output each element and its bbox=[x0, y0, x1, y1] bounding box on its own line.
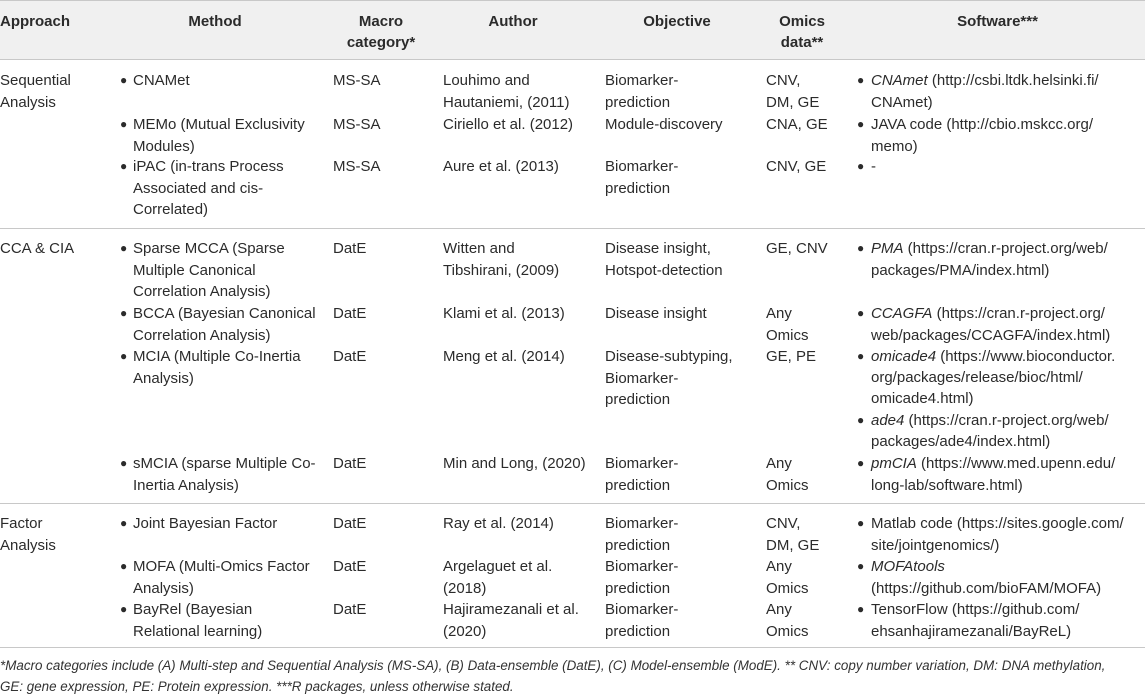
bullet-icon: ● bbox=[857, 456, 865, 470]
author-citation: Min and Long, (2020) bbox=[443, 455, 586, 472]
omics-data: CNV, GE bbox=[766, 158, 827, 175]
method-name: BayRel (Bayesian bbox=[133, 601, 253, 618]
bullet-icon: ● bbox=[857, 559, 865, 573]
software-url: JAVA code (http://cbio.mskcc.org/ bbox=[871, 116, 1094, 133]
omics-data: DM, GE bbox=[766, 536, 820, 554]
software-url: (https://www.med.upenn.edu/ bbox=[916, 455, 1116, 472]
objective-text: prediction bbox=[605, 536, 671, 554]
method-name: Relational learning) bbox=[133, 622, 263, 640]
software-entry bbox=[871, 431, 1050, 453]
method-name: CNAMet bbox=[133, 72, 190, 89]
objective-text: Biomarker- bbox=[605, 158, 679, 175]
macro-category: DatE bbox=[333, 601, 367, 618]
bullet-icon: ● bbox=[857, 602, 865, 616]
objective-text: Biomarker- bbox=[605, 558, 679, 575]
objective-text: Biomarker- bbox=[605, 515, 679, 532]
bullet-icon: ● bbox=[857, 413, 865, 427]
bullet-icon: ● bbox=[857, 349, 865, 363]
bullet-icon: ● bbox=[120, 559, 128, 573]
objective-text: Disease insight bbox=[605, 305, 707, 322]
software-url: TensorFlow (https://github.com/ bbox=[871, 601, 1080, 618]
author-citation: Meng et al. (2014) bbox=[443, 348, 565, 365]
method-name: MEMo (Mutual Exclusivity bbox=[133, 116, 305, 133]
software-entry bbox=[871, 156, 876, 178]
author-citation: Klami et al. (2013) bbox=[443, 305, 565, 322]
author-citation: (2018) bbox=[443, 579, 487, 597]
software-url: (https://github.com/bioFAM/MOFA) bbox=[871, 579, 1102, 597]
software-entry bbox=[871, 621, 1071, 643]
bullet-icon: ● bbox=[857, 117, 865, 131]
bullet-icon: ● bbox=[120, 117, 128, 131]
objective-text: prediction bbox=[605, 476, 671, 494]
bullet-icon: ● bbox=[120, 306, 128, 320]
objective-text: prediction bbox=[605, 179, 671, 197]
software-url: (https://www.bioconductor. bbox=[936, 348, 1116, 365]
software-url: (https://cran.r-project.org/web/ bbox=[904, 412, 1109, 429]
omics-data: CNV, bbox=[766, 72, 801, 89]
method-name: Inertia Analysis) bbox=[133, 476, 239, 494]
bullet-icon: ● bbox=[120, 73, 128, 87]
objective-text: Module-discovery bbox=[605, 116, 723, 133]
bullet-icon: ● bbox=[120, 456, 128, 470]
software-entry bbox=[871, 578, 1101, 600]
software-url: long-lab/software.html) bbox=[871, 476, 1023, 494]
header-software: Software*** bbox=[957, 13, 1038, 30]
software-package-name: omicade4 bbox=[871, 348, 937, 365]
software-url: site/jointgenomics/) bbox=[871, 536, 1000, 554]
software-entry bbox=[871, 260, 1049, 282]
objective-text: Hotspot-detection bbox=[605, 261, 723, 279]
header-approach: Approach bbox=[0, 13, 71, 30]
header-author: Author bbox=[488, 13, 538, 30]
method-name: Correlation Analysis) bbox=[133, 326, 271, 344]
omics-data: Omics bbox=[766, 476, 809, 494]
software-entry bbox=[871, 453, 1115, 475]
omics-data: CNA, GE bbox=[766, 116, 828, 133]
software-entry bbox=[871, 136, 918, 158]
group-divider bbox=[0, 228, 1145, 229]
software-package-name: CCAGFA bbox=[871, 305, 933, 322]
macro-category: MS-SA bbox=[333, 158, 381, 175]
author-citation: Hautaniemi, (2011) bbox=[443, 93, 570, 111]
objective-text: prediction bbox=[605, 391, 671, 408]
bullet-icon: ● bbox=[857, 159, 865, 173]
omics-data: Any bbox=[766, 558, 792, 575]
bullet-icon: ● bbox=[857, 73, 865, 87]
software-url: CNAmet) bbox=[871, 93, 933, 111]
software-entry bbox=[871, 388, 974, 410]
macro-category: DatE bbox=[333, 515, 367, 532]
software-entry bbox=[871, 70, 1099, 92]
software-entry bbox=[871, 303, 1105, 325]
omics-data: Any bbox=[766, 455, 792, 472]
author-citation: Aure et al. (2013) bbox=[443, 158, 559, 175]
macro-category: DatE bbox=[333, 455, 367, 472]
omics-data: Omics bbox=[766, 579, 809, 597]
table-header bbox=[0, 0, 1145, 60]
objective-text: Biomarker- bbox=[605, 601, 679, 618]
macro-category: MS-SA bbox=[333, 116, 381, 133]
macro-category: DatE bbox=[333, 558, 367, 575]
bullet-icon: ● bbox=[120, 241, 128, 255]
software-url: web/packages/CCAGFA/index.html) bbox=[871, 326, 1111, 344]
objective-text: prediction bbox=[605, 622, 671, 640]
omics-data: GE, CNV bbox=[766, 240, 828, 257]
software-url: - bbox=[871, 158, 876, 175]
author-citation: (2020) bbox=[443, 622, 487, 640]
software-entry bbox=[871, 346, 1115, 368]
software-url: (https://cran.r-project.org/web/ bbox=[903, 240, 1108, 257]
software-entry bbox=[871, 325, 1110, 347]
author-citation: Tibshirani, (2009) bbox=[443, 261, 560, 279]
author-citation: Ciriello et al. (2012) bbox=[443, 116, 574, 133]
software-entry bbox=[871, 475, 1023, 497]
omics-data: Omics bbox=[766, 622, 809, 640]
header-omics: Omics data** bbox=[779, 13, 825, 51]
omics-data: Any bbox=[766, 305, 792, 322]
method-name: BCCA (Bayesian Canonical bbox=[133, 305, 316, 322]
software-entry bbox=[871, 410, 1109, 432]
software-entry bbox=[871, 556, 945, 578]
software-entry bbox=[871, 513, 1124, 535]
approach-label: Sequential bbox=[0, 72, 71, 89]
author-citation: Ray et al. (2014) bbox=[443, 515, 554, 532]
macro-category: MS-SA bbox=[333, 72, 381, 89]
bullet-icon: ● bbox=[120, 602, 128, 616]
method-name: Correlation Analysis) bbox=[133, 283, 271, 300]
approach-label: CCA & CIA bbox=[0, 240, 75, 257]
software-url: (http://csbi.ltdk.helsinki.fi/ bbox=[927, 72, 1099, 89]
table-bottom-border bbox=[0, 647, 1145, 648]
macro-category: DatE bbox=[333, 348, 367, 365]
software-entry bbox=[871, 238, 1108, 260]
objective-text: prediction bbox=[605, 93, 671, 111]
method-name: iPAC (in-trans Process bbox=[133, 158, 284, 175]
method-name: Sparse MCCA (Sparse bbox=[133, 240, 285, 257]
method-name: MCIA (Multiple Co-Inertia bbox=[133, 348, 301, 365]
software-entry bbox=[871, 92, 933, 114]
bullet-icon: ● bbox=[120, 516, 128, 530]
software-entry bbox=[871, 367, 1083, 389]
objective-text: Disease-subtyping, bbox=[605, 348, 733, 365]
macro-category: DatE bbox=[333, 240, 367, 257]
method-name: Associated and cis- bbox=[133, 179, 264, 197]
method-name: Analysis) bbox=[133, 369, 194, 387]
software-url: (https://cran.r-project.org/ bbox=[932, 305, 1105, 322]
software-package-name: PMA bbox=[871, 240, 904, 257]
method-name: Modules) bbox=[133, 137, 195, 155]
software-package-name: MOFAtools bbox=[871, 558, 945, 575]
omics-data: GE, PE bbox=[766, 348, 817, 365]
software-entry bbox=[871, 535, 999, 557]
footnote-line: GE: gene expression, PE: Protein expression. ***R packages, unless otherwise stated. bbox=[0, 679, 514, 694]
omics-data: Any bbox=[766, 601, 792, 618]
software-url: Matlab code (https://sites.google.com/ bbox=[871, 515, 1124, 532]
objective-text: Biomarker- bbox=[605, 72, 679, 89]
method-name: MOFA (Multi-Omics Factor bbox=[133, 558, 310, 575]
author-citation: Hajiramezanali et al. bbox=[443, 601, 579, 618]
software-url: org/packages/release/bioc/html/ bbox=[871, 369, 1083, 386]
software-url: ehsanhajiramezanali/BayReL) bbox=[871, 622, 1072, 640]
bullet-icon: ● bbox=[120, 349, 128, 363]
method-name: Multiple Canonical bbox=[133, 261, 256, 279]
method-name: Analysis) bbox=[133, 579, 194, 597]
approach-label: Factor bbox=[0, 515, 43, 532]
header-macro: Macro category* bbox=[346, 13, 416, 51]
method-name: Correlated) bbox=[133, 201, 209, 218]
omics-data: DM, GE bbox=[766, 93, 820, 111]
software-package-name: pmCIA bbox=[871, 455, 917, 472]
objective-text: prediction bbox=[605, 579, 671, 597]
table-footnote bbox=[0, 655, 1145, 697]
bullet-icon: ● bbox=[857, 241, 865, 255]
macro-category: DatE bbox=[333, 305, 367, 322]
group-divider bbox=[0, 503, 1145, 504]
header-objective: Objective bbox=[643, 13, 711, 30]
bullet-icon: ● bbox=[120, 159, 128, 173]
bullet-icon: ● bbox=[857, 516, 865, 530]
omics-data: CNV, bbox=[766, 515, 801, 532]
footnote-line: *Macro categories include (A) Multi-step and Sequential Analysis (MS-SA), (B) Data-ensemble (DatE), (C) Model-ensemble (ModE). ** CNV: copy number variation, DM: DNA methylation, bbox=[0, 658, 1106, 673]
objective-text: Biomarker- bbox=[605, 369, 679, 387]
approach-label: Analysis bbox=[0, 536, 56, 554]
author-citation: Argelaguet et al. bbox=[443, 558, 553, 575]
approach-label: Analysis bbox=[0, 93, 56, 111]
omics-data: Omics bbox=[766, 326, 809, 344]
method-name: Joint Bayesian Factor bbox=[133, 515, 278, 532]
software-url: memo) bbox=[871, 137, 918, 155]
software-url: packages/PMA/index.html) bbox=[871, 261, 1050, 279]
software-package-name: ade4 bbox=[871, 412, 905, 429]
bullet-icon: ● bbox=[857, 306, 865, 320]
software-package-name: CNAmet bbox=[871, 72, 928, 89]
method-name: sMCIA (sparse Multiple Co- bbox=[133, 455, 316, 472]
software-entry bbox=[871, 599, 1079, 621]
author-citation: Louhimo and bbox=[443, 72, 530, 89]
author-citation: Witten and bbox=[443, 240, 515, 257]
objective-text: Biomarker- bbox=[605, 455, 679, 472]
header-method: Method bbox=[188, 13, 242, 30]
objective-text: Disease insight, bbox=[605, 240, 711, 257]
software-url: omicade4.html) bbox=[871, 390, 974, 407]
software-url: packages/ade4/index.html) bbox=[871, 433, 1051, 450]
software-entry bbox=[871, 114, 1093, 136]
